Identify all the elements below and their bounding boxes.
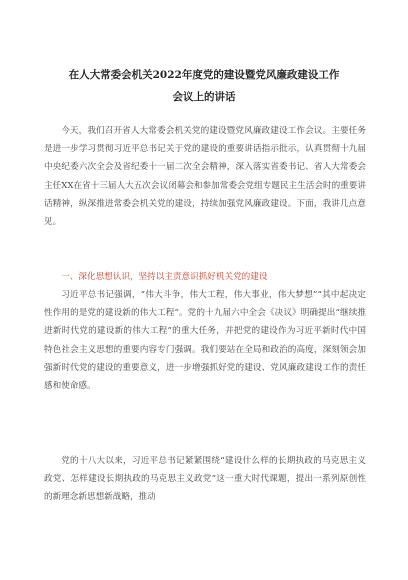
section-heading-1: 一、深化思想认识，坚持以主责意识抓好机关党的建设 xyxy=(61,272,268,282)
title-line-1: 在人大常委会机关2022年度党的建设暨党风廉政建设工作 xyxy=(68,69,340,81)
body-paragraph-2: 习近平总书记强调，“伟大斗争，伟大工程，伟大事业，伟大梦想”“其中起决定性作用的是党的建设新的伟大工程”。党的十九届六中全会《决议》明确提出“继续推进新时代党的建设新的伟大工程”的重大任务，并把党的建设作为习近平新时代中国特色社会主义思想的重要内容专门强调。我们要站在全局和政治的高度，深刻领会加强新时代党的建设的重要意义，进一步增强抓好党的建设、党风廉政建设工作的责任感和使命感。 xyxy=(44,290,366,392)
title-line-2: 会议上的讲话 xyxy=(172,91,236,103)
document-title xyxy=(40,64,368,108)
body-paragraph-1: 今天，我们召开省人大常委会机关党的建设暨党风廉政建设工作会议。主要任务是进一步学习贯彻习近平总书记关于党的建设的重要讲话指示批示，认真贯彻十九届中央纪委六次全会及省纪委十一届二次全会精神，深入落实省委书记、省人大常委会主任XX在省十三届人大五次会议闭幕会和参加常委会党组专题民主生活会时的重要讲话精神，纵深推进常委会机关党的建设，持续加强党风廉政建设。下面，我讲几点意见。 xyxy=(44,126,366,228)
body-paragraph-3: 党的十八大以来，习近平总书记紧紧围绕“建设什么样的长期执政的马克思主义政党、怎样建设长期执政的马克思主义政党”这一重大时代课题，提出一系列原创性的新理念新思想新战略，推动 xyxy=(44,456,366,503)
